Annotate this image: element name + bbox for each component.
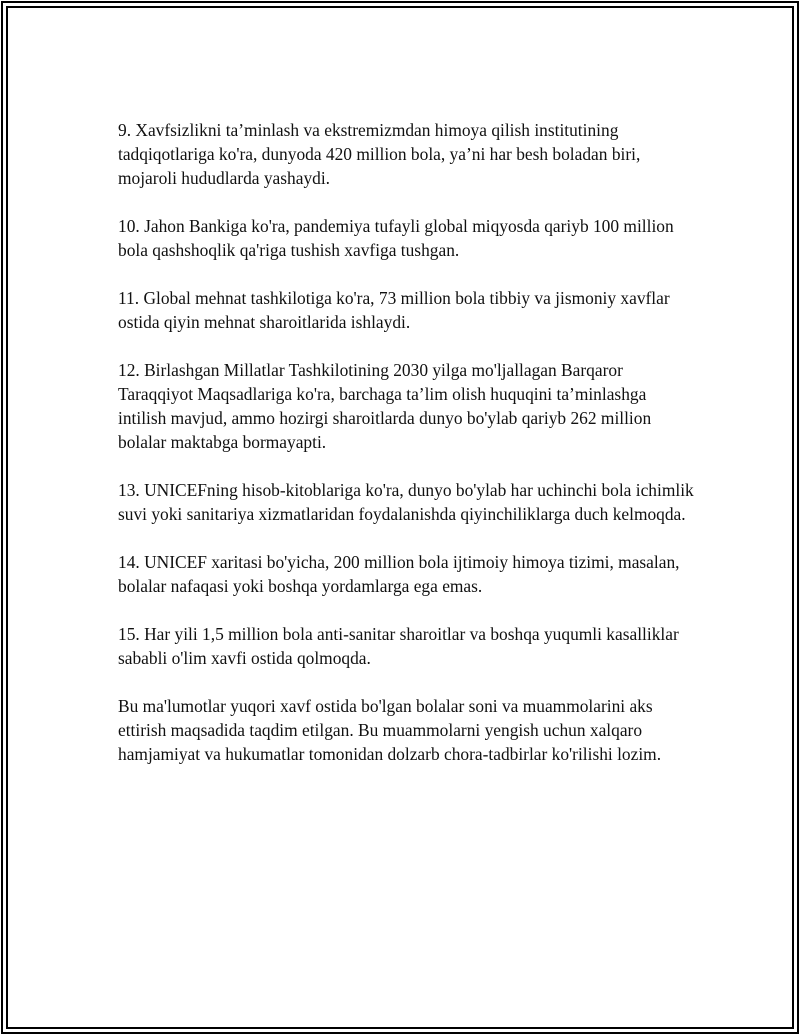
document-body bbox=[118, 118, 698, 790]
paragraph-item-14: 14. UNICEF xaritasi bo'yicha, 200 million bola ijtimoiy himoya tizimi, masalan, bolalar nafaqasi yoki boshqa yordamlarga ega emas. bbox=[118, 552, 680, 596]
paragraph-item-11: 11. Global mehnat tashkilotiga ko'ra, 73 million bola tibbiy va jismoniy xavflar ostida qiyin mehnat sharoitlarida ishlaydi. bbox=[118, 288, 670, 332]
paragraph-conclusion: Bu ma'lumotlar yuqori xavf ostida bo'lgan bolalar soni va muammolarini aks ettirish maqsadida taqdim etilgan. Bu muammolarni yengish uchun xalqaro hamjamiyat va hukumatlar tomonidan dolzarb chora-tadbirlar ko'rilishi lozim. bbox=[118, 696, 662, 764]
paragraph-item-9: 9. Xavfsizlikni ta’minlash va ekstremizmdan himoya qilish institutining tadqiqotlariga ko'ra, dunyoda 420 million bola, ya’ni har besh boladan biri, mojaroli hududlarda yashaydi. bbox=[118, 120, 641, 188]
paragraph-item-15: 15. Har yili 1,5 million bola anti-sanitar sharoitlar va boshqa yuqumli kasalliklar sababli o'lim xavfi ostida qolmoqda. bbox=[118, 624, 679, 668]
paragraph-item-10: 10. Jahon Bankiga ko'ra, pandemiya tufayli global miqyosda qariyb 100 million bola qashshoqlik qa'riga tushish xavfiga tushgan. bbox=[118, 216, 674, 260]
paragraph-item-13: 13. UNICEFning hisob-kitoblariga ko'ra, dunyo bo'ylab har uchinchi bola ichimlik suvi yoki sanitariya xizmatlaridan foydalanishda qiyinchiliklarga duch kelmoqda. bbox=[118, 480, 694, 524]
paragraph-item-12: 12. Birlashgan Millatlar Tashkilotining 2030 yilga mo'ljallagan Barqaror Taraqqiyot Maqsadlariga ko'ra, barchaga ta’lim olish huquqini ta’minlashga intilish mavjud, ammo hozirgi sharoitlarda dunyo bo'ylab qariyb 262 million bolalar maktabga bormayapti. bbox=[118, 360, 652, 452]
